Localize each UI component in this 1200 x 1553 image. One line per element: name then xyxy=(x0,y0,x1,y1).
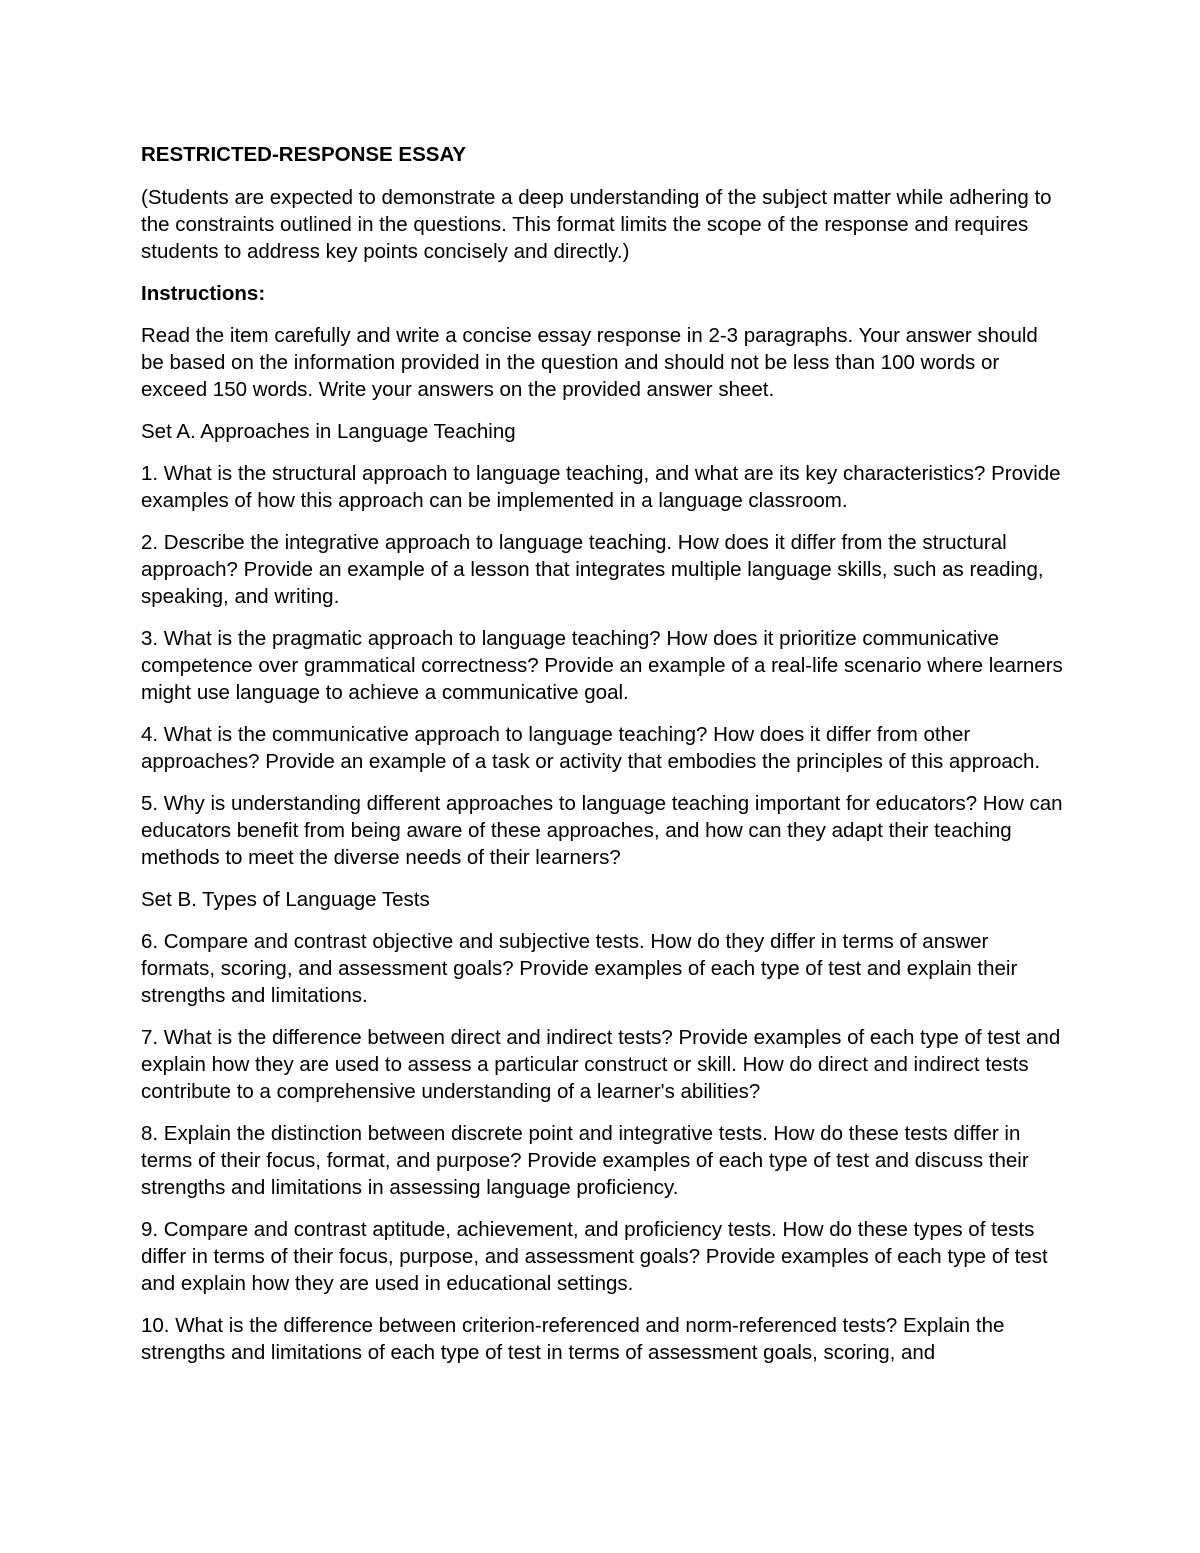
question-9: 9. Compare and contrast aptitude, achievement, and proficiency tests. How do these types of tests differ in terms of their focus, purpose, and assessment goals? Provide examples of each type of test and explain how they are used in educational settings. xyxy=(141,1218,1048,1295)
intro-paragraph: (Students are expected to demonstrate a deep understanding of the subject matter while adhering to the constraints outlined in the questions. This format limits the scope of the response and requires students to address key points concisely and directly.) xyxy=(141,186,1052,263)
question-4: 4. What is the communicative approach to language teaching? How does it differ from other approaches? Provide an example of a task or activity that embodies the principles of this approach. xyxy=(141,723,1041,773)
question-10: 10. What is the difference between criterion-referenced and norm-referenced tests? Explain the strengths and limitations of each type of test in terms of assessment goals, scoring, and xyxy=(141,1314,1005,1364)
instructions-text: Read the item carefully and write a concise essay response in 2-3 paragraphs. Your answer should be based on the information provided in the question and should not be less than 100 words or exceed 150 words. Write your answers on the provided answer sheet. xyxy=(141,324,1038,401)
document-page xyxy=(141,141,1066,1381)
question-2: 2. Describe the integrative approach to language teaching. How does it differ from the structural approach? Provide an example of a lesson that integrates multiple language skills, such as reading, speaking, and writing. xyxy=(141,531,1044,608)
document-title: RESTRICTED-RESPONSE ESSAY xyxy=(141,143,467,166)
question-5: 5. Why is understanding different approaches to language teaching important for educators? How can educators benefit from being aware of these approaches, and how can they adapt their teaching methods to meet the diverse needs of their learners? xyxy=(141,792,1063,869)
question-8: 8. Explain the distinction between discrete point and integrative tests. How do these tests differ in terms of their focus, format, and purpose? Provide examples of each type of test and discuss their strengths and limitations in assessing language proficiency. xyxy=(141,1122,1029,1199)
question-6: 6. Compare and contrast objective and subjective tests. How do they differ in terms of answer formats, scoring, and assessment goals? Provide examples of each type of test and explain their strengths and limitations. xyxy=(141,930,1018,1007)
question-3: 3. What is the pragmatic approach to language teaching? How does it prioritize communicative competence over grammatical correctness? Provide an example of a real-life scenario where learners might use language to achieve a communicative goal. xyxy=(141,627,1063,704)
instructions-heading: Instructions: xyxy=(141,282,266,305)
question-1: 1. What is the structural approach to language teaching, and what are its key characteristics? Provide examples of how this approach can be implemented in a language classroom. xyxy=(141,462,1061,512)
set-b-heading: Set B. Types of Language Tests xyxy=(141,888,430,911)
question-7: 7. What is the difference between direct and indirect tests? Provide examples of each type of test and explain how they are used to assess a particular construct or skill. How do direct and indirect tests contribute to a comprehensive understanding of a learner's abilities? xyxy=(141,1026,1061,1103)
set-a-heading: Set A. Approaches in Language Teaching xyxy=(141,420,516,443)
